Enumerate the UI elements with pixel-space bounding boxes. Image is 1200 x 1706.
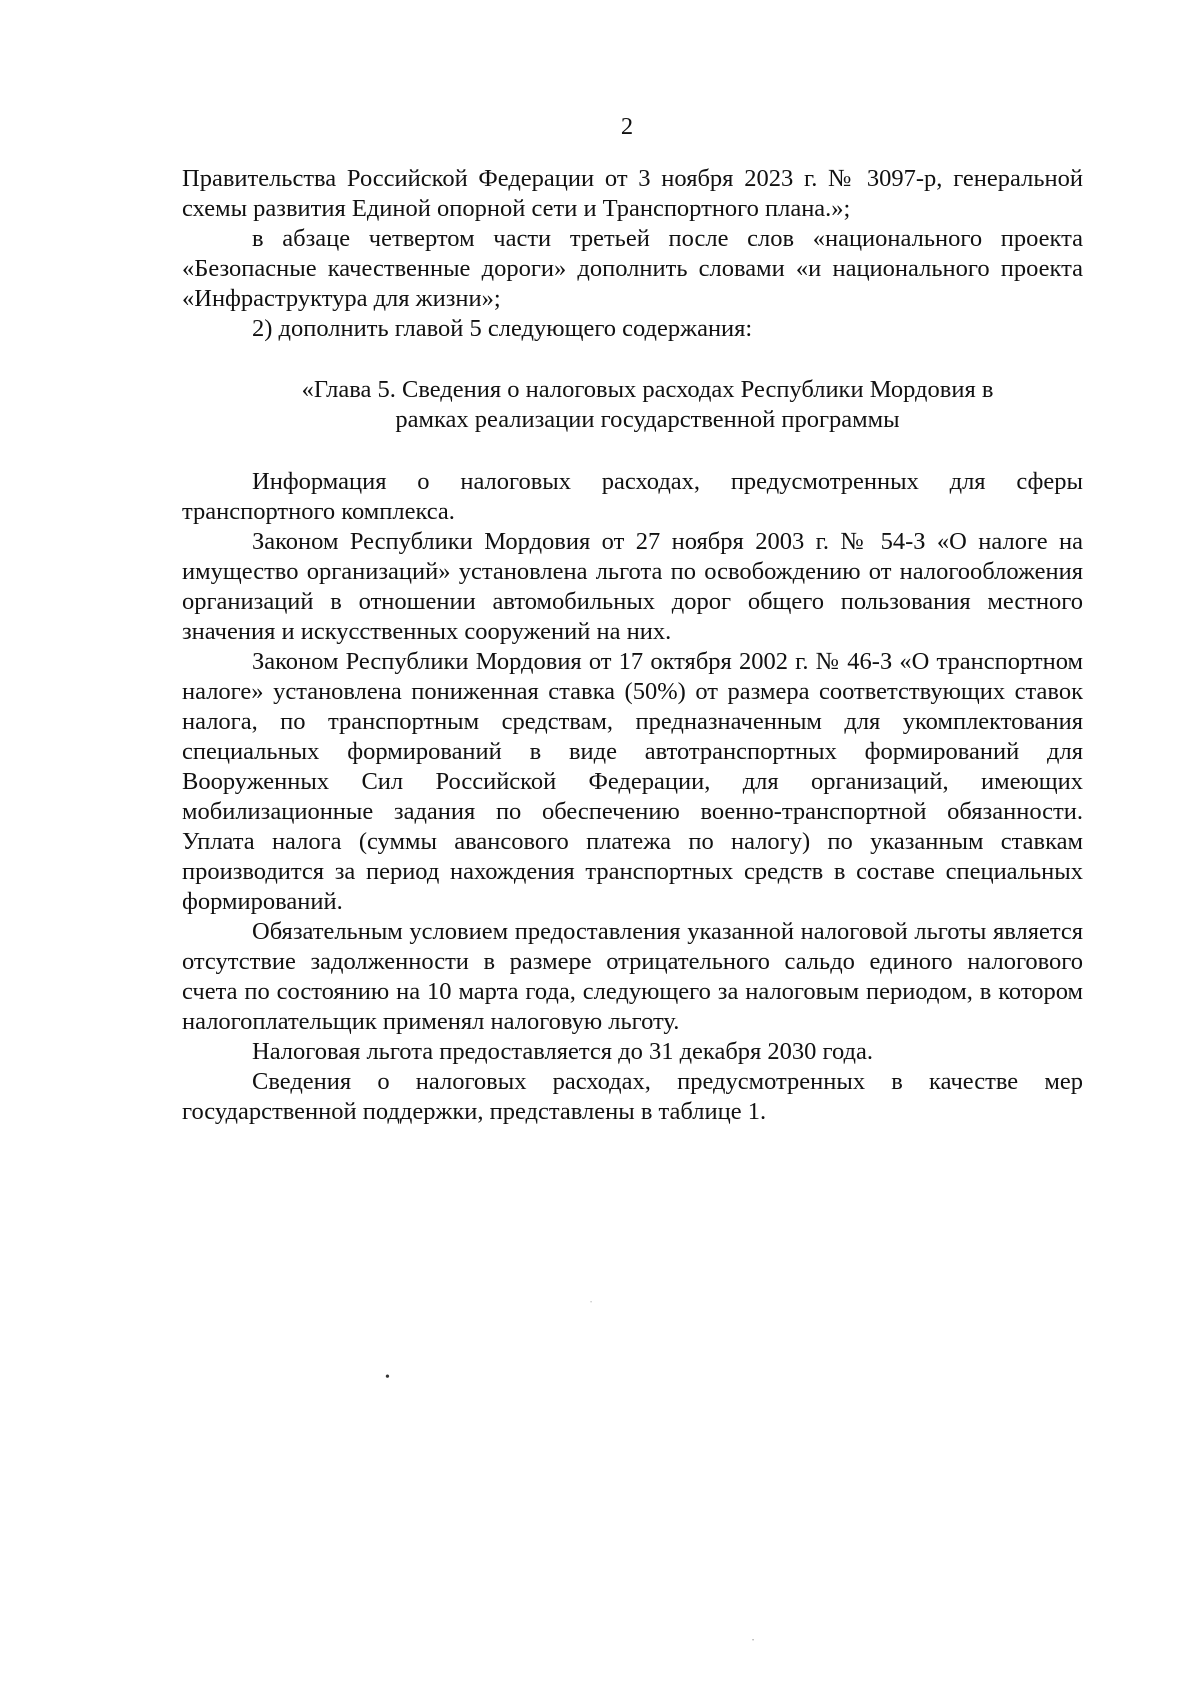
chapter-heading <box>182 375 1083 435</box>
scan-speck: • <box>385 1370 390 1385</box>
document-body <box>182 164 1083 1127</box>
paragraph-table-reference: Сведения о налоговых расходах, предусмотренных в качестве мер государственной поддержки, представлены в таблице 1. <box>182 1068 1083 1125</box>
paragraph-condition: Обязательным условием предоставления указанной налоговой льготы является отсутствие задолженности в размере отрицательного сальдо единого налогового счета по состоянию на 10 марта года, следующего за налоговым периодом, в котором налогоплательщик применял налоговую льготу. <box>182 918 1083 1035</box>
paragraph-validity: Налоговая льгота предоставляется до 31 декабря 2030 года. <box>252 1038 874 1065</box>
chapter-heading-line-2: рамках реализации государственной программы <box>395 406 900 433</box>
paragraph-amendment: в абзаце четвертом части третьей после слов «национального проекта «Безопасные качественные дороги» дополнить словами «и национального проекта «Инфраструктура для жизни»; <box>182 225 1083 312</box>
paragraph-list-item-2: 2) дополнить главой 5 следующего содержания: <box>252 315 753 342</box>
paragraph-transport-tax-law: Законом Республики Мордовия от 17 октября 2002 г. № 46-З «О транспортном налоге» установлена пониженная ставка (50%) от размера соответствующих ставок налога, по транспортным средствам, предназначенным для укомплектования специальных формирований в виде автотранспортных формирований для Вооруженных Сил Российской Федерации, для организаций, имеющих мобилизационные задания по обеспечению военно-транспортной обязанности. Уплата налога (суммы авансового платежа по налогу) по указанным ставкам производится за период нахождения транспортных средств в составе специальных формирований. <box>182 648 1083 915</box>
paragraph-continuation: Правительства Российской Федерации от 3 ноября 2023 г. № 3097-р, генеральной схемы развития Единой опорной сети и Транспортного плана.»; <box>182 165 1083 222</box>
paragraph-tax-info: Информация о налоговых расходах, предусмотренных для сферы транспортного комплекса. <box>182 468 1083 525</box>
scan-speck: • <box>590 1300 593 1306</box>
paragraph-property-tax-law: Законом Республики Мордовия от 27 ноября 2003 г. № 54-З «О налоге на имущество организаций» установлена льгота по освобождению от налогообложения организаций в отношении автомобильных дорог общего пользования местного значения и искусственных сооружений на них. <box>182 528 1083 645</box>
scan-speck: • <box>752 1638 755 1644</box>
page-number: 2 <box>620 113 634 140</box>
chapter-heading-line-1: «Глава 5. Сведения о налоговых расходах Республики Мордовия в <box>301 376 994 403</box>
